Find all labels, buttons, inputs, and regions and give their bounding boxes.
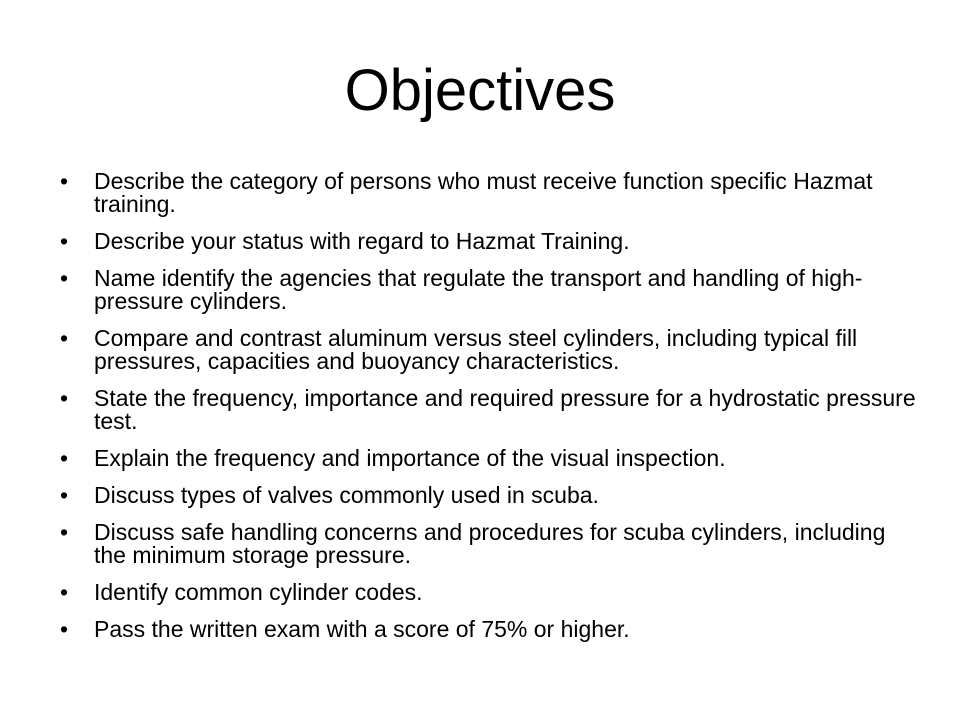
list-item	[60, 230, 920, 253]
list-item-text: Discuss safe handling concerns and procedures for scuba cylinders, including the minimum storage pressure.	[94, 519, 886, 568]
bullet-icon: •	[60, 325, 69, 351]
list-item	[60, 581, 920, 604]
list-item-text: Discuss types of valves commonly used in scuba.	[94, 482, 599, 508]
bullet-icon: •	[60, 482, 69, 508]
list-item	[60, 170, 920, 216]
list-item	[60, 267, 920, 313]
bullet-icon: •	[60, 616, 69, 642]
list-item-text: Describe the category of persons who must receive function specific Hazmat training.	[94, 168, 873, 217]
list-item-text: Identify common cylinder codes.	[94, 579, 423, 605]
bullet-icon: •	[60, 519, 69, 545]
list-item-text: Pass the written exam with a score of 75% or higher.	[94, 616, 630, 642]
list-item	[60, 484, 920, 507]
list-item	[60, 521, 920, 567]
list-item	[60, 387, 920, 433]
bullet-icon: •	[60, 228, 69, 254]
list-item-text: Explain the frequency and importance of the visual inspection.	[94, 445, 726, 471]
bullet-icon: •	[60, 168, 69, 194]
list-item-text: State the frequency, importance and required pressure for a hydrostatic pressure test.	[94, 385, 916, 434]
list-item-text: Name identify the agencies that regulate the transport and handling of high-pressure cylinders.	[94, 265, 863, 314]
bullet-icon: •	[60, 265, 69, 291]
slide-title: Objectives	[344, 58, 616, 123]
bullet-icon: •	[60, 579, 69, 605]
list-item	[60, 327, 920, 373]
objectives-list	[60, 170, 920, 655]
list-item	[60, 447, 920, 470]
list-item	[60, 618, 920, 641]
bullet-icon: •	[60, 385, 69, 411]
list-item-text: Describe your status with regard to Hazmat Training.	[94, 228, 630, 254]
bullet-icon: •	[60, 445, 69, 471]
list-item-text: Compare and contrast aluminum versus steel cylinders, including typical fill pressures, capacities and buoyancy characteristics.	[94, 325, 858, 374]
